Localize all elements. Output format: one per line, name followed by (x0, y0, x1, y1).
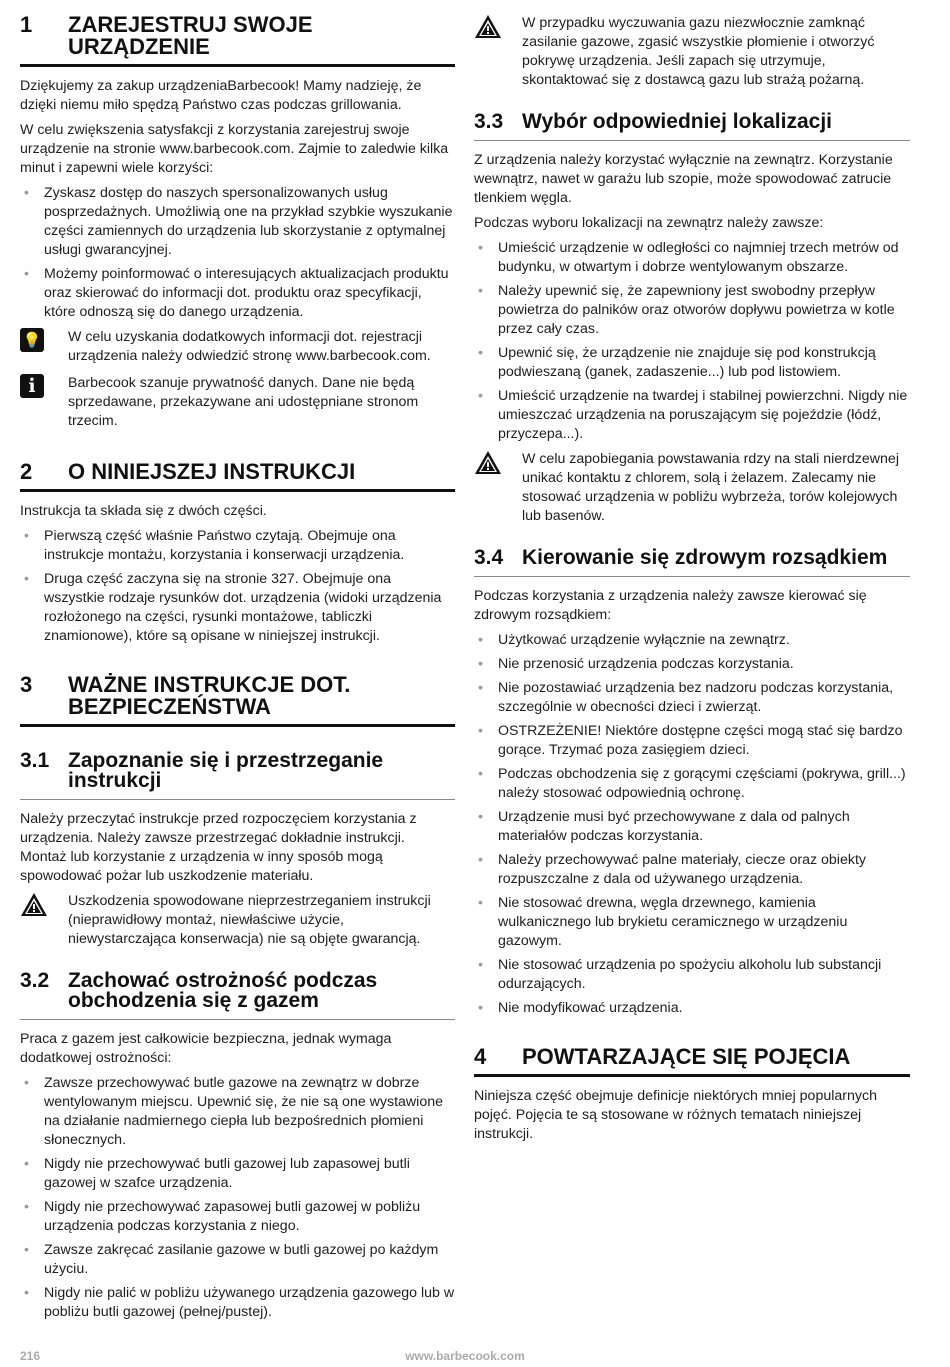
warning-text: Uszkodzenia spowodowane nieprzestrzeganiem instrukcji (nieprawidłowy montaż, niewłaściwe użycie, niewystarczająca konserwacja) nie są objęte gwarancją. (68, 893, 431, 947)
list-item: • Należy przechowywać palne materiały, ciecze oraz obiekty rozpuszczalne z dala od używanego urządzenia. (474, 851, 910, 889)
list-item: • Nie pozostawiać urządzenia bez nadzoru podczas korzystania, szczególnie w obecności dzieci i zwierząt. (474, 679, 910, 717)
warning-triangle-icon (20, 892, 48, 917)
list-item: • Zawsze przechowywać butle gazowe na zewnątrz w dobrze wentylowanym miejscu. Upewnić się, że nie są one wystawione na działanie nadmiernego ciepła lub bezpośrednich płomieni słonecznych. (20, 1074, 455, 1150)
section-title: Zachować ostrożność podczas obchodzenia się z gazem (68, 969, 378, 1012)
info-icon: i (20, 374, 44, 398)
left-column (20, 14, 455, 1328)
list-item: • Upewnić się, że urządzenie nie znajduje się pod konstrukcją podwieszaną (ganek, zadaszenie...) lub pod listowiem. (474, 344, 910, 382)
list-item: • Użytkować urządzenie wyłącznie na zewnątrz. (474, 631, 910, 650)
list-item: • OSTRZEŻENIE! Niektóre dostępne części mogą stać się bardzo gorące. Trzymać poza zasięgiem dzieci. (474, 722, 910, 760)
section-title: O NINIEJSZEJ INSTRUKCJI (68, 459, 356, 484)
section-number: 3.4 (474, 546, 504, 569)
bullet-list (20, 184, 455, 322)
section-3-4-heading (474, 548, 910, 577)
warning-triangle-icon (474, 450, 502, 475)
list-item: • Możemy poinformować o interesujących aktualizacjach produktu oraz skierować do informacji dot. produktu oraz specyfikacji, które odnoszą się do danego urządzenia. (20, 265, 455, 322)
section-title: Kierowanie się zdrowym rozsądkiem (522, 546, 888, 569)
paragraph: Podczas wyboru lokalizacji na zewnątrz należy zawsze: (474, 215, 824, 231)
section-1-heading (20, 14, 455, 67)
section-number: 2 (20, 459, 33, 484)
list-item: • Nie modyfikować urządzenia. (474, 999, 910, 1018)
paragraph: W celu zwiększenia satysfakcji z korzystania zarejestruj swoje urządzenie na stronie www.barbecook.com. Zajmie to zaledwie kilka minut i zapewni wiele korzyści: (20, 122, 449, 176)
section-3-1-heading (20, 751, 455, 800)
paragraph: Niniejsza część obejmuje definicje niektórych mniej popularnych pojęć. Pojęcia te są stosowane w różnych tematach niniejszej instrukcji. (474, 1088, 877, 1142)
list-item: • Nigdy nie palić w pobliżu używanego urządzenia gazowego lub w pobliżu butli gazowej (pełnej/pustej). (20, 1284, 455, 1322)
section-4-heading (474, 1046, 910, 1077)
section-number: 3 (20, 672, 33, 697)
bullet-list (20, 527, 455, 646)
info-note (20, 374, 455, 431)
list-item: • Nigdy nie przechowywać zapasowej butli gazowej w pobliżu urządzenia podczas korzystania z niego. (20, 1198, 455, 1236)
paragraph: Praca z gazem jest całkowicie bezpieczna, jednak wymaga dodatkowej ostrożności: (20, 1031, 392, 1066)
list-item: • Umieścić urządzenie w odległości co najmniej trzech metrów od budynku, w otwartym i dobrze wentylowanym obszarze. (474, 239, 910, 277)
list-item: • Urządzenie musi być przechowywane z dala od palnych materiałów podczas korzystania. (474, 808, 910, 846)
paragraph: Należy przeczytać instrukcje przed rozpoczęciem korzystania z urządzenia. Należy zawsze przestrzegać dokładnie instrukcji. Montaż lub korzystanie z urządzenia w inny sposób mogą spowodować pożar lub uszkodzenie materiału. (20, 811, 417, 884)
warning-note (474, 14, 910, 90)
warning-text: W celu zapobiegania powstawania rdzy na stali nierdzewnej unikać kontaktu z chlorem, solą i żelazem. Zalecamy nie stosować urządzenia w pobliżu wybrzeża, torów kolejowych lub basenów. (522, 451, 899, 524)
list-item: • Zyskasz dostęp do naszych spersonalizowanych usług posprzedażnych. Umożliwią one na przykład szybkie wyszukanie części zamiennych do urządzenia lub skorzystanie z optymalnej usługi gwarancyjnej. (20, 184, 455, 260)
section-number: 3.1 (20, 749, 50, 772)
section-number: 1 (20, 12, 33, 37)
list-item: • Umieścić urządzenie na twardej i stabilnej powierzchni. Nigdy nie umieszczać urządzenia na poruszającym się pojeździe (łódź, przyczepa...). (474, 387, 910, 444)
list-item: • Zawsze zakręcać zasilanie gazowe w butli gazowej po każdym użyciu. (20, 1241, 455, 1279)
section-2-heading (20, 461, 455, 492)
tip-text: W celu uzyskania dodatkowych informacji dot. rejestracji urządzenia należy odwiedzić stronę www.barbecook.com. (68, 329, 431, 364)
bullet-list (474, 239, 910, 444)
list-item: • Pierwszą część właśnie Państwo czytają. Obejmuje ona instrukcje montażu, korzystania i konserwacji urządzenia. (20, 527, 455, 565)
section-title: Zapoznanie się i przestrzeganie instrukcji (68, 749, 384, 792)
section-3-heading (20, 674, 455, 727)
list-item: • Druga część zaczyna się na stronie 327. Obejmuje ona wszystkie rodzaje rysunków dot. urządzenia (widoki urządzenia rozłożonego na części, rysunki montażowe, tabliczki znamionowe), które są opisane w niniejszej instrukcji. (20, 570, 455, 646)
section-3-2-heading (20, 971, 455, 1020)
footer-url[interactable]: www.barbecook.com (405, 1349, 525, 1363)
page-number: 216 (20, 1349, 41, 1363)
tip-note (20, 328, 455, 366)
list-item: • Nie stosować drewna, węgla drzewnego, kamienia wulkanicznego lub brykietu ceramicznego w urządzeniu gazowym. (474, 894, 910, 951)
section-number: 3.2 (20, 969, 50, 992)
section-title: POWTARZAJĄCE SIĘ POJĘCIA (522, 1044, 851, 1069)
section-number: 4 (474, 1044, 487, 1069)
bullet-list (474, 631, 910, 1018)
list-item: • Nigdy nie przechowywać butli gazowej lub zapasowej butli gazowej w szafce urządzenia. (20, 1155, 455, 1193)
bullet-list (20, 1074, 455, 1322)
list-item: • Należy upewnić się, że zapewniony jest swobodny przepływ powietrza do palników oraz otworów dopływu powietrza w kotle przez cały czas. (474, 282, 910, 339)
list-item: • Podczas obchodzenia się z gorącymi częściami (pokrywa, grill...) należy stosować odpowiednią ochronę. (474, 765, 910, 803)
info-text: Barbecook szanuje prywatność danych. Dane nie będą sprzedawane, przekazywane ani udostępniane stronom trzecim. (68, 375, 419, 429)
warning-note (474, 450, 910, 526)
list-item: • Nie przenosić urządzenia podczas korzystania. (474, 655, 910, 674)
section-number: 3.3 (474, 110, 504, 133)
section-title: ZAREJESTRUJ SWOJE URZĄDZENIE (68, 12, 313, 59)
paragraph: Z urządzenia należy korzystać wyłącznie na zewnątrz. Korzystanie wewnątrz, nawet w garażu lub szopie, może spowodować zatrucie tlenkiem węgla. (474, 152, 893, 206)
paragraph: Dziękujemy za zakup urządzeniaBarbecook! Mamy nadzieję, że dzięki niemu miło spędzą Państwo czas podczas grillowania. (20, 78, 422, 113)
paragraph: Instrukcja ta składa się z dwóch części. (20, 503, 267, 519)
section-3-3-heading (474, 112, 910, 141)
warning-note (20, 892, 455, 949)
warning-triangle-icon (474, 14, 502, 39)
warning-text: W przypadku wyczuwania gazu niezwłocznie zamknąć zasilanie gazowe, zgasić wszystkie płomienie i otworzyć pokrywę urządzenia. Jeśli zapach się utrzymuje, skontaktować się z dostawcą gazu lub strażą pożarną. (522, 15, 875, 88)
lightbulb-icon: 💡 (20, 328, 44, 352)
right-column (474, 14, 910, 1150)
section-title: WAŻNE INSTRUKCJE DOT. BEZPIECZEŃSTWA (68, 672, 351, 719)
list-item: • Nie stosować urządzenia po spożyciu alkoholu lub substancji odurzających. (474, 956, 910, 994)
paragraph: Podczas korzystania z urządzenia należy zawsze kierować się zdrowym rozsądkiem: (474, 588, 867, 623)
section-title: Wybór odpowiedniej lokalizacji (522, 110, 832, 133)
